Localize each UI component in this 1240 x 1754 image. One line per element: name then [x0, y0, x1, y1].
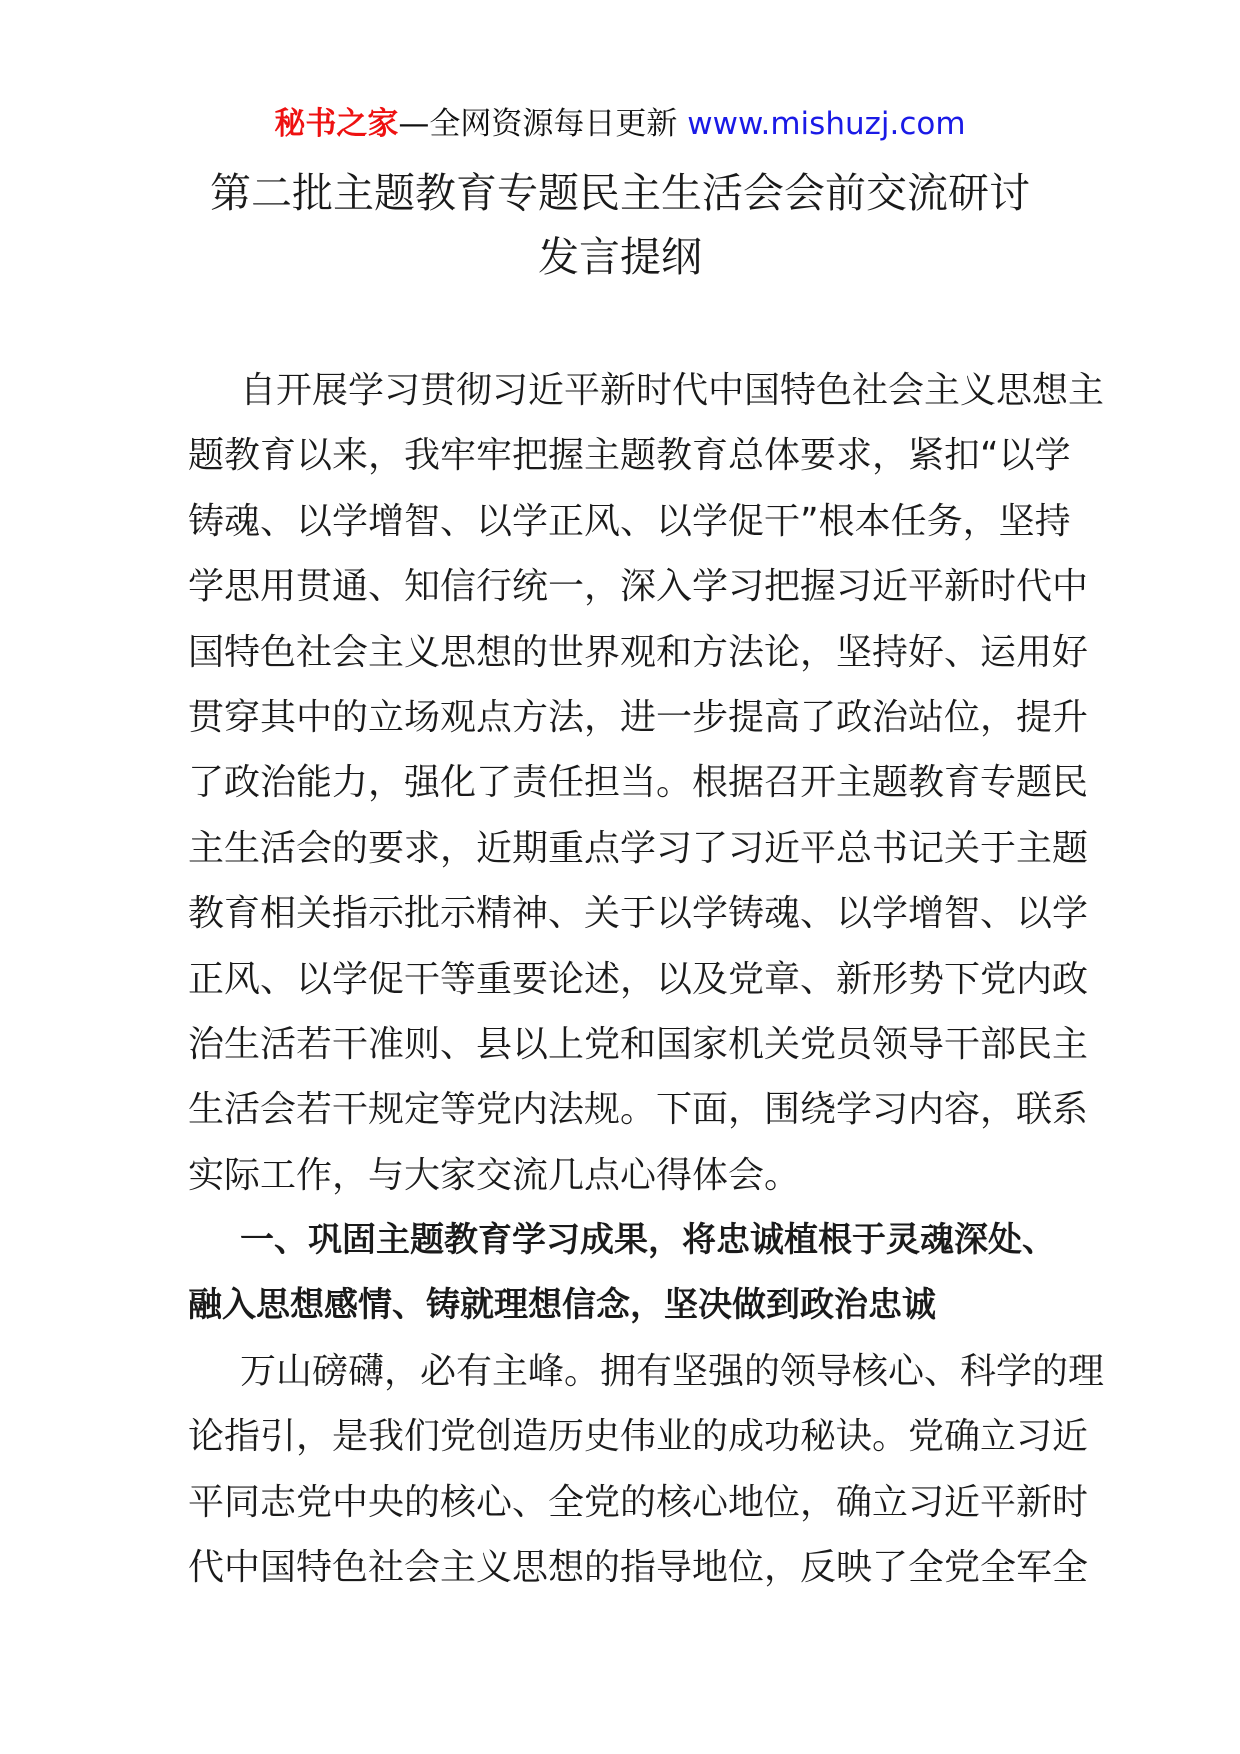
paragraph-line: 治生活若干准则、县以上党和国家机关党员领导干部民主: [188, 1023, 1089, 1065]
paragraph-line: 了政治能力，强化了责任担当。根据召开主题教育专题民: [188, 762, 1089, 804]
paragraph-line: 生活会若干规定等党内法规。下面，围绕学习内容，联系: [188, 1089, 1089, 1131]
paragraph-line: 国特色社会主义思想的世界观和方法论，坚持好、运用好: [188, 631, 1089, 673]
site-url[interactable]: www.mishuzj.com: [687, 106, 966, 142]
paragraph-line: 正风、以学促干等重要论述，以及党章、新形势下党内政: [188, 958, 1089, 1000]
section-heading-line: 一、巩固主题教育学习成果，将忠诚植根于灵魂深处、: [240, 1220, 1056, 1261]
paragraph-line: 铸魂、以学增智、以学正风、以学促干”根本任务，坚持: [188, 500, 1071, 542]
paragraph-line: 教育相关指示批示精神、关于以学铸魂、以学增智、以学: [188, 893, 1089, 935]
paragraph-line: 贯穿其中的立场观点方法，进一步提高了政治站位，提升: [188, 696, 1089, 738]
site-tagline: —全网资源每日更新: [398, 106, 678, 142]
document-body: [188, 358, 1105, 1600]
paragraph-line: 万山磅礴，必有主峰。拥有坚强的领导核心、科学的理: [240, 1350, 1105, 1392]
section-heading-line: 融入思想感情、铸就理想信念，坚决做到政治忠诚: [188, 1285, 936, 1326]
document-title-line-2: 发言提纲: [538, 233, 702, 281]
paragraph-line: 论指引，是我们党创造历史伟业的成功秘诀。党确立习近: [188, 1416, 1089, 1458]
document-title-line-1: 第二批主题教育专题民主生活会会前交流研讨: [210, 169, 1030, 217]
paragraph-line: 实际工作，与大家交流几点心得体会。: [188, 1154, 801, 1196]
paragraph-line: 平同志党中央的核心、全党的核心地位，确立习近平新时: [188, 1481, 1089, 1523]
site-header: [0, 100, 1240, 148]
paragraph-line: 主生活会的要求，近期重点学习了习近平总书记关于主题: [188, 827, 1089, 869]
paragraph-line: 自开展学习贯彻习近平新时代中国特色社会主义思想主: [240, 370, 1105, 411]
paragraph-line: 题教育以来，我牢牢把握主题教育总体要求，紧扣“以学: [188, 435, 1071, 477]
paragraph-line: 学思用贯通、知信行统一，深入学习把握习近平新时代中: [188, 566, 1089, 608]
paragraph-line: 代中国特色社会主义思想的指导地位，反映了全党全军全: [188, 1547, 1089, 1589]
site-brand: 秘书之家: [274, 106, 399, 142]
